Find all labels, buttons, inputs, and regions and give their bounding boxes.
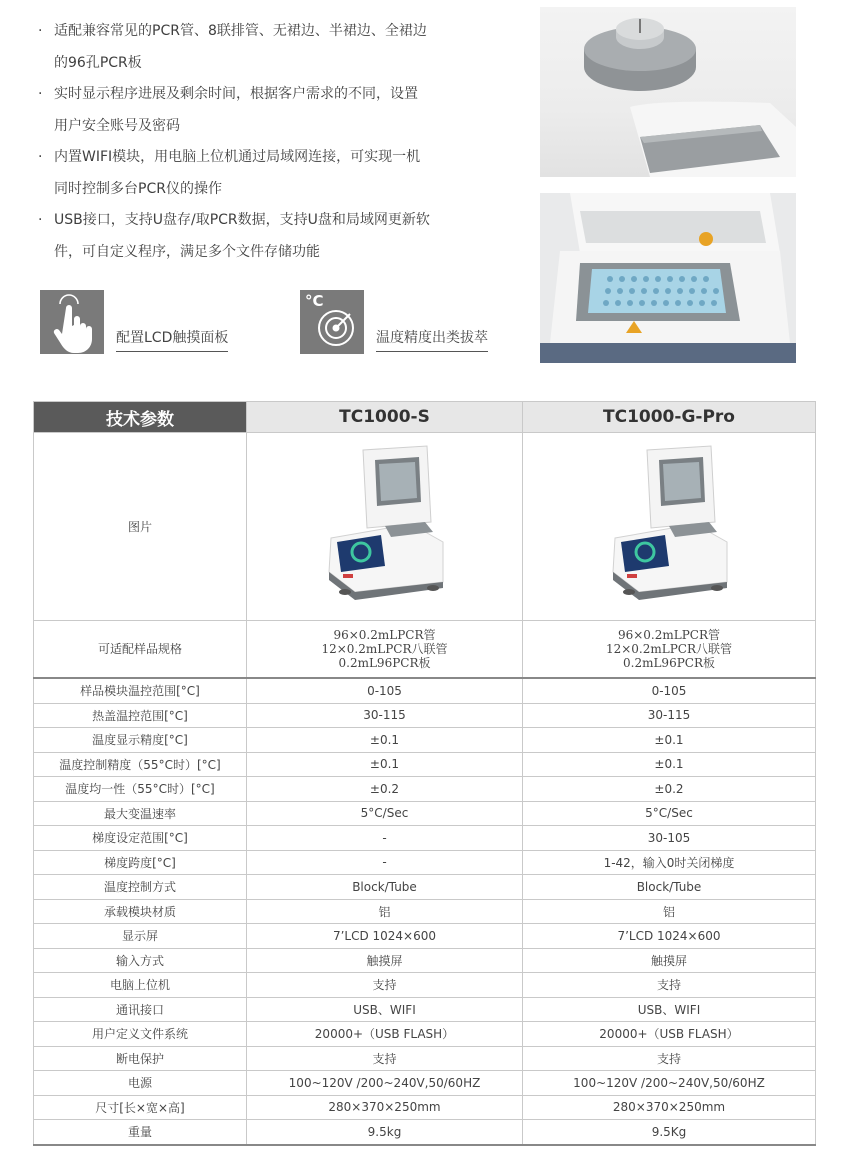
sample-line: 12×0.2mLPCR八联管 (605, 642, 733, 656)
row-value-g: 9.5Kg (523, 1120, 816, 1145)
row-label: 尺寸[长×宽×高] (34, 1095, 247, 1120)
table-row (34, 850, 816, 875)
row-value-g: 铝 (523, 899, 816, 924)
row-value-g: 触摸屏 (523, 948, 816, 973)
table-row (34, 973, 816, 998)
row-value-g: USB、WIFI (523, 997, 816, 1022)
row-value-s: 30-115 (247, 703, 523, 728)
feature-item (36, 142, 496, 205)
touch-panel-label: 配置LCD触摸面板 (116, 327, 228, 352)
row-label: 最大变温速率 (34, 801, 247, 826)
row-value-s (247, 621, 523, 679)
row-label: 通讯接口 (34, 997, 247, 1022)
header-model-s: TC1000-S (247, 402, 523, 433)
row-label: 可适配样品规格 (34, 621, 247, 679)
feature-item (36, 205, 496, 268)
product-image-g (523, 433, 816, 621)
row-value-g: 支持 (523, 973, 816, 998)
row-label: 梯度设定范围[°C] (34, 826, 247, 851)
row-value-g (523, 621, 816, 679)
table-row (34, 728, 816, 753)
table-row (34, 678, 816, 703)
table-row (34, 777, 816, 802)
feature-text-line: 内置WIFI模块，用电脑上位机通过局域网连接，可实现一机 (54, 149, 421, 165)
row-label: 梯度跨度[°C] (34, 850, 247, 875)
temperature-badge (300, 290, 512, 354)
row-value-g: ±0.2 (523, 777, 816, 802)
row-value-g: Block/Tube (523, 875, 816, 900)
row-label: 温度控制精度（55°C时）[°C] (34, 752, 247, 777)
row-value-s: 支持 (247, 973, 523, 998)
row-value-g: 30-105 (523, 826, 816, 851)
row-value-s: 触摸屏 (247, 948, 523, 973)
row-label: 温度均一性（55°C时）[°C] (34, 777, 247, 802)
product-lid-photo (540, 7, 796, 177)
table-row (34, 924, 816, 949)
row-value-g: 0-105 (523, 678, 816, 703)
row-value-s: USB、WIFI (247, 997, 523, 1022)
spec-table (33, 401, 816, 1146)
table-row (34, 1046, 816, 1071)
row-label: 重量 (34, 1120, 247, 1145)
feature-text-line: 适配兼容常见的PCR管、8联排管、无裙边、半裙边、全裙边 (54, 23, 427, 39)
table-row (34, 1120, 816, 1145)
pcr-machine-image (315, 442, 455, 612)
feature-text-line: 实时显示程序进展及剩余时间，根据客户需求的不同，设置 (54, 86, 418, 102)
row-value-s: 7’LCD 1024×600 (247, 924, 523, 949)
row-value-s: - (247, 850, 523, 875)
row-label: 承载模块材质 (34, 899, 247, 924)
table-image-row (34, 433, 816, 621)
row-value-s: 20000+（USB FLASH） (247, 1022, 523, 1047)
row-value-s: ±0.1 (247, 752, 523, 777)
row-value-s: ±0.1 (247, 728, 523, 753)
row-value-s: Block/Tube (247, 875, 523, 900)
spec-rows (34, 678, 816, 1145)
touch-hand-icon (40, 290, 104, 354)
row-value-g: 280×370×250mm (523, 1095, 816, 1120)
sample-line: 0.2mL96PCR板 (338, 656, 431, 670)
row-value-g: 5°C/Sec (523, 801, 816, 826)
feature-text-line: 的96孔PCR板 (54, 54, 142, 71)
row-value-s: 0-105 (247, 678, 523, 703)
row-value-g: 支持 (523, 1046, 816, 1071)
table-row (34, 1022, 816, 1047)
feature-list (36, 16, 496, 268)
header-model-g: TC1000-G-Pro (523, 402, 816, 433)
bullet-dot: · (38, 149, 43, 165)
product-image-s (247, 433, 523, 621)
row-label: 电源 (34, 1071, 247, 1096)
table-row (34, 1095, 816, 1120)
feature-text-line: USB接口，支持U盘存/取PCR数据，支持U盘和局域网更新软 (54, 212, 430, 228)
row-value-s: 100~120V /200~240V,50/60HZ (247, 1071, 523, 1096)
row-value-s: 支持 (247, 1046, 523, 1071)
row-value-s: 280×370×250mm (247, 1095, 523, 1120)
pcr-machine-image (599, 442, 739, 612)
table-row (34, 752, 816, 777)
row-value-g: ±0.1 (523, 728, 816, 753)
sample-line: 0.2mL96PCR板 (623, 656, 715, 670)
row-value-g: 20000+（USB FLASH） (523, 1022, 816, 1047)
row-value-s: ±0.2 (247, 777, 523, 802)
row-value-s: - (247, 826, 523, 851)
table-row (34, 875, 816, 900)
row-value-g: 100~120V /200~240V,50/60HZ (523, 1071, 816, 1096)
bullet-dot: · (38, 23, 43, 39)
feature-text-line: 用户安全账号及密码 (54, 117, 180, 134)
feature-text-line: 同时控制多台PCR仪的操作 (54, 180, 222, 197)
row-label: 用户定义文件系统 (34, 1022, 247, 1047)
table-row (34, 703, 816, 728)
sample-line: 96×0.2mLPCR管 (617, 628, 721, 642)
bullet-dot: · (38, 86, 43, 102)
row-value-g: 30-115 (523, 703, 816, 728)
row-label: 显示屏 (34, 924, 247, 949)
table-row (34, 899, 816, 924)
temperature-target-icon (300, 290, 364, 354)
table-header-row (34, 402, 816, 433)
table-row (34, 826, 816, 851)
row-value-g: ±0.1 (523, 752, 816, 777)
row-label: 样品模块温控范围[°C] (34, 678, 247, 703)
header-spec-cell: 技术参数 (34, 402, 247, 433)
row-value-s: 铝 (247, 899, 523, 924)
touch-panel-badge (40, 290, 250, 354)
sample-line: 12×0.2mLPCR八联管 (321, 642, 448, 656)
temperature-label: 温度精度出类拔萃 (376, 327, 488, 352)
table-row (34, 997, 816, 1022)
product-block-photo (540, 193, 796, 363)
row-value-g: 1-42，输入0时关闭梯度 (523, 850, 816, 875)
table-row (34, 1071, 816, 1096)
feature-text-line: 件，可自定义程序，满足多个文件存储功能 (54, 243, 320, 260)
row-value-s: 9.5kg (247, 1120, 523, 1145)
row-label: 断电保护 (34, 1046, 247, 1071)
row-label: 电脑上位机 (34, 973, 247, 998)
row-value-g: 7’LCD 1024×600 (523, 924, 816, 949)
image-row-label: 图片 (34, 433, 247, 621)
row-label: 温度显示精度[°C] (34, 728, 247, 753)
celsius-glyph: °C (305, 292, 324, 310)
row-label: 热盖温控范围[°C] (34, 703, 247, 728)
table-row (34, 948, 816, 973)
table-row (34, 621, 816, 679)
table-row (34, 801, 816, 826)
sample-line: 96×0.2mLPCR管 (333, 628, 436, 642)
feature-item (36, 79, 496, 142)
feature-item (36, 16, 496, 79)
row-label: 温度控制方式 (34, 875, 247, 900)
row-label: 输入方式 (34, 948, 247, 973)
row-value-s: 5°C/Sec (247, 801, 523, 826)
bullet-dot: · (38, 212, 43, 228)
